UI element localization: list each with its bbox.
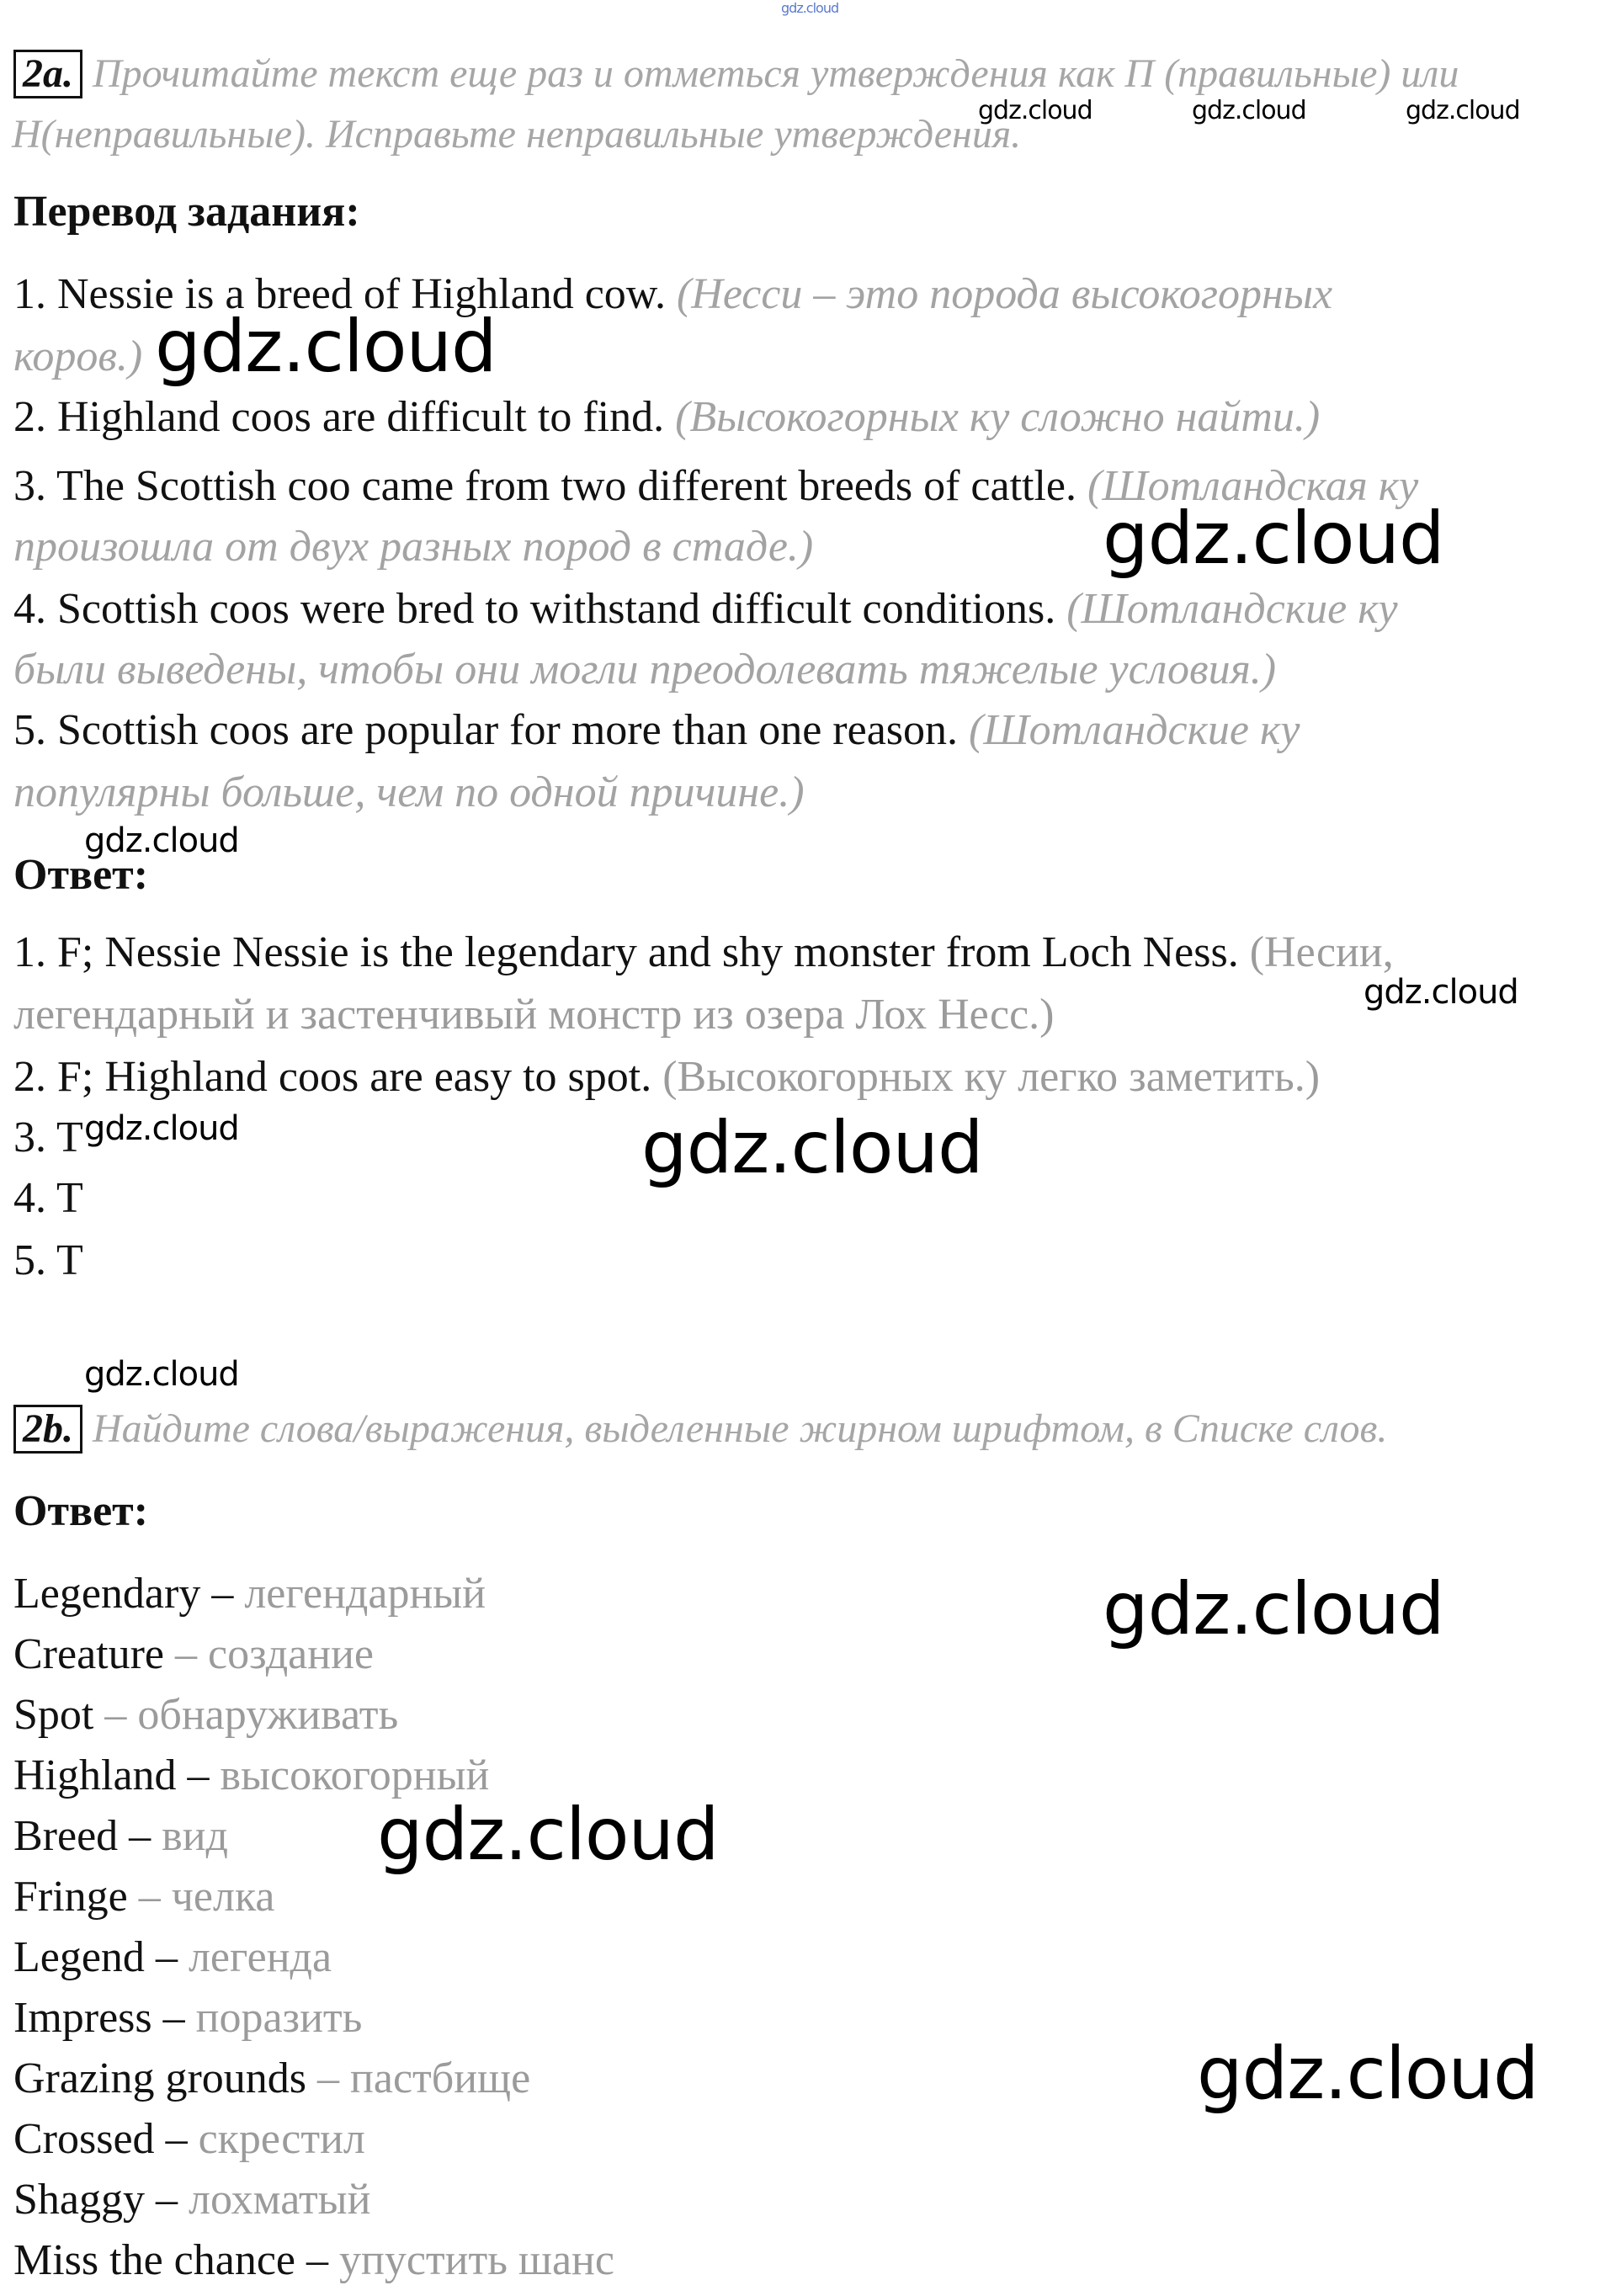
vocab-ru: поразить: [195, 1994, 363, 2042]
vocab-ru: высокогорный: [220, 1751, 490, 1799]
watermark-big-1: gdz.cloud: [155, 305, 497, 389]
vocab-dash: –: [129, 1812, 152, 1860]
task-2a-instruction-line1: Прочитайте текст еще раз и отметься утверждения как П (правильные) или: [93, 51, 1459, 96]
vocab-dash: –: [138, 1873, 161, 1921]
vocab-ru: скрестил: [198, 2115, 365, 2163]
vocab-en: Highland: [13, 1751, 177, 1799]
vocab-dash: –: [187, 1751, 210, 1799]
vocab-ru: упустить шанс: [339, 2236, 614, 2284]
watermark-mid-4: gdz.cloud: [84, 1355, 239, 1394]
vocab-dash: –: [175, 1630, 198, 1678]
vocab-ru: лохматый: [189, 2176, 371, 2224]
vocab-item: [13, 1629, 374, 1680]
vocab-dash: –: [162, 1994, 185, 2042]
vocab-dash: –: [165, 2115, 188, 2163]
task-2a-instruction-line2: Н(неправильные). Исправьте неправильные утверждения.: [12, 112, 1022, 157]
watermark-big-2: gdz.cloud: [1103, 497, 1444, 581]
answer-2: [13, 1052, 1320, 1103]
answer-heading-2b: Ответ:: [13, 1487, 149, 1535]
vocab-dash: –: [156, 2176, 178, 2224]
task-2a-header: [13, 49, 1459, 99]
answer-4: 4. T: [13, 1174, 83, 1222]
vocab-dash: –: [155, 1933, 178, 1981]
vocab-item: [13, 1690, 398, 1741]
statement-3-en: 3. The Scottish coo came from two different breeds of cattle.: [13, 462, 1077, 510]
answer-5: 5. T: [13, 1236, 83, 1284]
task-number-2a: 2a.: [13, 50, 82, 98]
watermark-mid-3: gdz.cloud: [84, 1109, 239, 1148]
watermark-mid-2: gdz.cloud: [1364, 973, 1518, 1012]
statement-4-ru-cont: были выведены, чтобы они могли преодолевать тяжелые условия.): [13, 646, 1277, 694]
statement-4: [13, 584, 1398, 635]
answer-3: 3. T: [13, 1113, 83, 1161]
vocab-ru: челка: [171, 1873, 275, 1921]
vocab-item: [13, 2054, 530, 2104]
vocab-en: Creature: [13, 1630, 165, 1678]
vocab-item: [13, 1811, 228, 1862]
statement-1-ru-cont: коров.): [13, 332, 143, 380]
vocab-en: Shaggy: [13, 2176, 145, 2224]
vocab-ru: вид: [162, 1812, 229, 1860]
translation-heading: Перевод задания:: [13, 188, 360, 236]
watermark-small-1: gdz.cloud: [978, 96, 1092, 125]
watermark-small-3: gdz.cloud: [1406, 96, 1520, 125]
vocab-en: Grazing grounds: [13, 2054, 307, 2102]
vocab-dash: –: [306, 2236, 329, 2284]
vocab-en: Legendary: [13, 1570, 201, 1618]
vocab-en: Miss the chance: [13, 2236, 296, 2284]
vocab-ru: обнаруживать: [137, 1691, 399, 1739]
answer-1-ru: (Несии,: [1249, 928, 1394, 976]
vocab-item: [13, 2235, 614, 2286]
statement-5-ru-cont: популярны больше, чем по одной причине.): [13, 768, 805, 816]
vocab-ru: создание: [208, 1630, 374, 1678]
vocab-ru: пастбище: [350, 2054, 531, 2102]
task-2b-header: [13, 1404, 1387, 1454]
statement-5-ru: (Шотландские ку: [969, 706, 1300, 754]
statement-3-ru-cont: произошла от двух разных пород в стаде.): [13, 523, 814, 571]
vocab-en: Spot: [13, 1691, 94, 1739]
vocab-en: Crossed: [13, 2115, 155, 2163]
watermark-big-4: gdz.cloud: [1103, 1567, 1444, 1651]
vocab-item: [13, 1872, 275, 1922]
task-2b-instruction: Найдите слова/выражения, выделенные жирном шрифтом, в Списке слов.: [93, 1406, 1388, 1451]
vocab-dash: –: [211, 1570, 234, 1618]
answer-2-ru: (Высокогорных ку легко заметить.): [662, 1053, 1321, 1101]
vocab-en: Legend: [13, 1933, 145, 1981]
watermark-big-6: gdz.cloud: [1197, 2032, 1539, 2116]
vocab-item: [13, 1569, 486, 1619]
statement-2-ru: (Высокогорных ку сложно найти.): [675, 393, 1321, 441]
vocab-item: [13, 1993, 362, 2044]
watermark-big-3: gdz.cloud: [641, 1106, 983, 1190]
watermark-big-5: gdz.cloud: [377, 1793, 719, 1877]
vocab-dash: –: [104, 1691, 127, 1739]
answer-2-en: 2. F; Highland coos are easy to spot.: [13, 1053, 652, 1101]
vocab-en: Impress: [13, 1994, 152, 2042]
statement-1-en: 1. Nessie is a breed of Highland cow.: [13, 270, 666, 318]
watermark-top: gdz.cloud: [781, 0, 839, 16]
vocab-ru: легенда: [188, 1933, 332, 1981]
statement-2: [13, 392, 1320, 443]
answer-heading-2a: Ответ:: [13, 851, 149, 899]
watermark-mid-1: gdz.cloud: [84, 821, 239, 860]
statement-3-ru: (Шотландская ку: [1087, 462, 1419, 510]
vocab-en: Breed: [13, 1812, 119, 1860]
vocab-en: Fringe: [13, 1873, 128, 1921]
vocab-dash: –: [317, 2054, 340, 2102]
statement-2-en: 2. Highland coos are difficult to find.: [13, 393, 665, 441]
statement-1-ru: (Несси – это порода высокогорных: [676, 270, 1333, 318]
answer-1-en: 1. F; Nessie Nessie is the legendary and shy monster from Loch Ness.: [13, 928, 1239, 976]
vocab-ru: легендарный: [244, 1570, 486, 1618]
watermark-small-2: gdz.cloud: [1192, 96, 1306, 125]
statement-5: [13, 705, 1300, 756]
answer-1-ru-cont: легендарный и застенчивый монстр из озера Лох Несс.): [13, 991, 1055, 1039]
task-number-2b: 2b.: [13, 1405, 82, 1454]
statement-4-ru: (Шотландские ку: [1066, 585, 1398, 633]
statement-4-en: 4. Scottish coos were bred to withstand difficult conditions.: [13, 585, 1056, 633]
vocab-item: [13, 1932, 332, 1983]
statement-5-en: 5. Scottish coos are popular for more than one reason.: [13, 706, 959, 754]
vocab-item: [13, 2175, 370, 2225]
answer-1: [13, 927, 1394, 978]
vocab-item: [13, 2114, 365, 2165]
